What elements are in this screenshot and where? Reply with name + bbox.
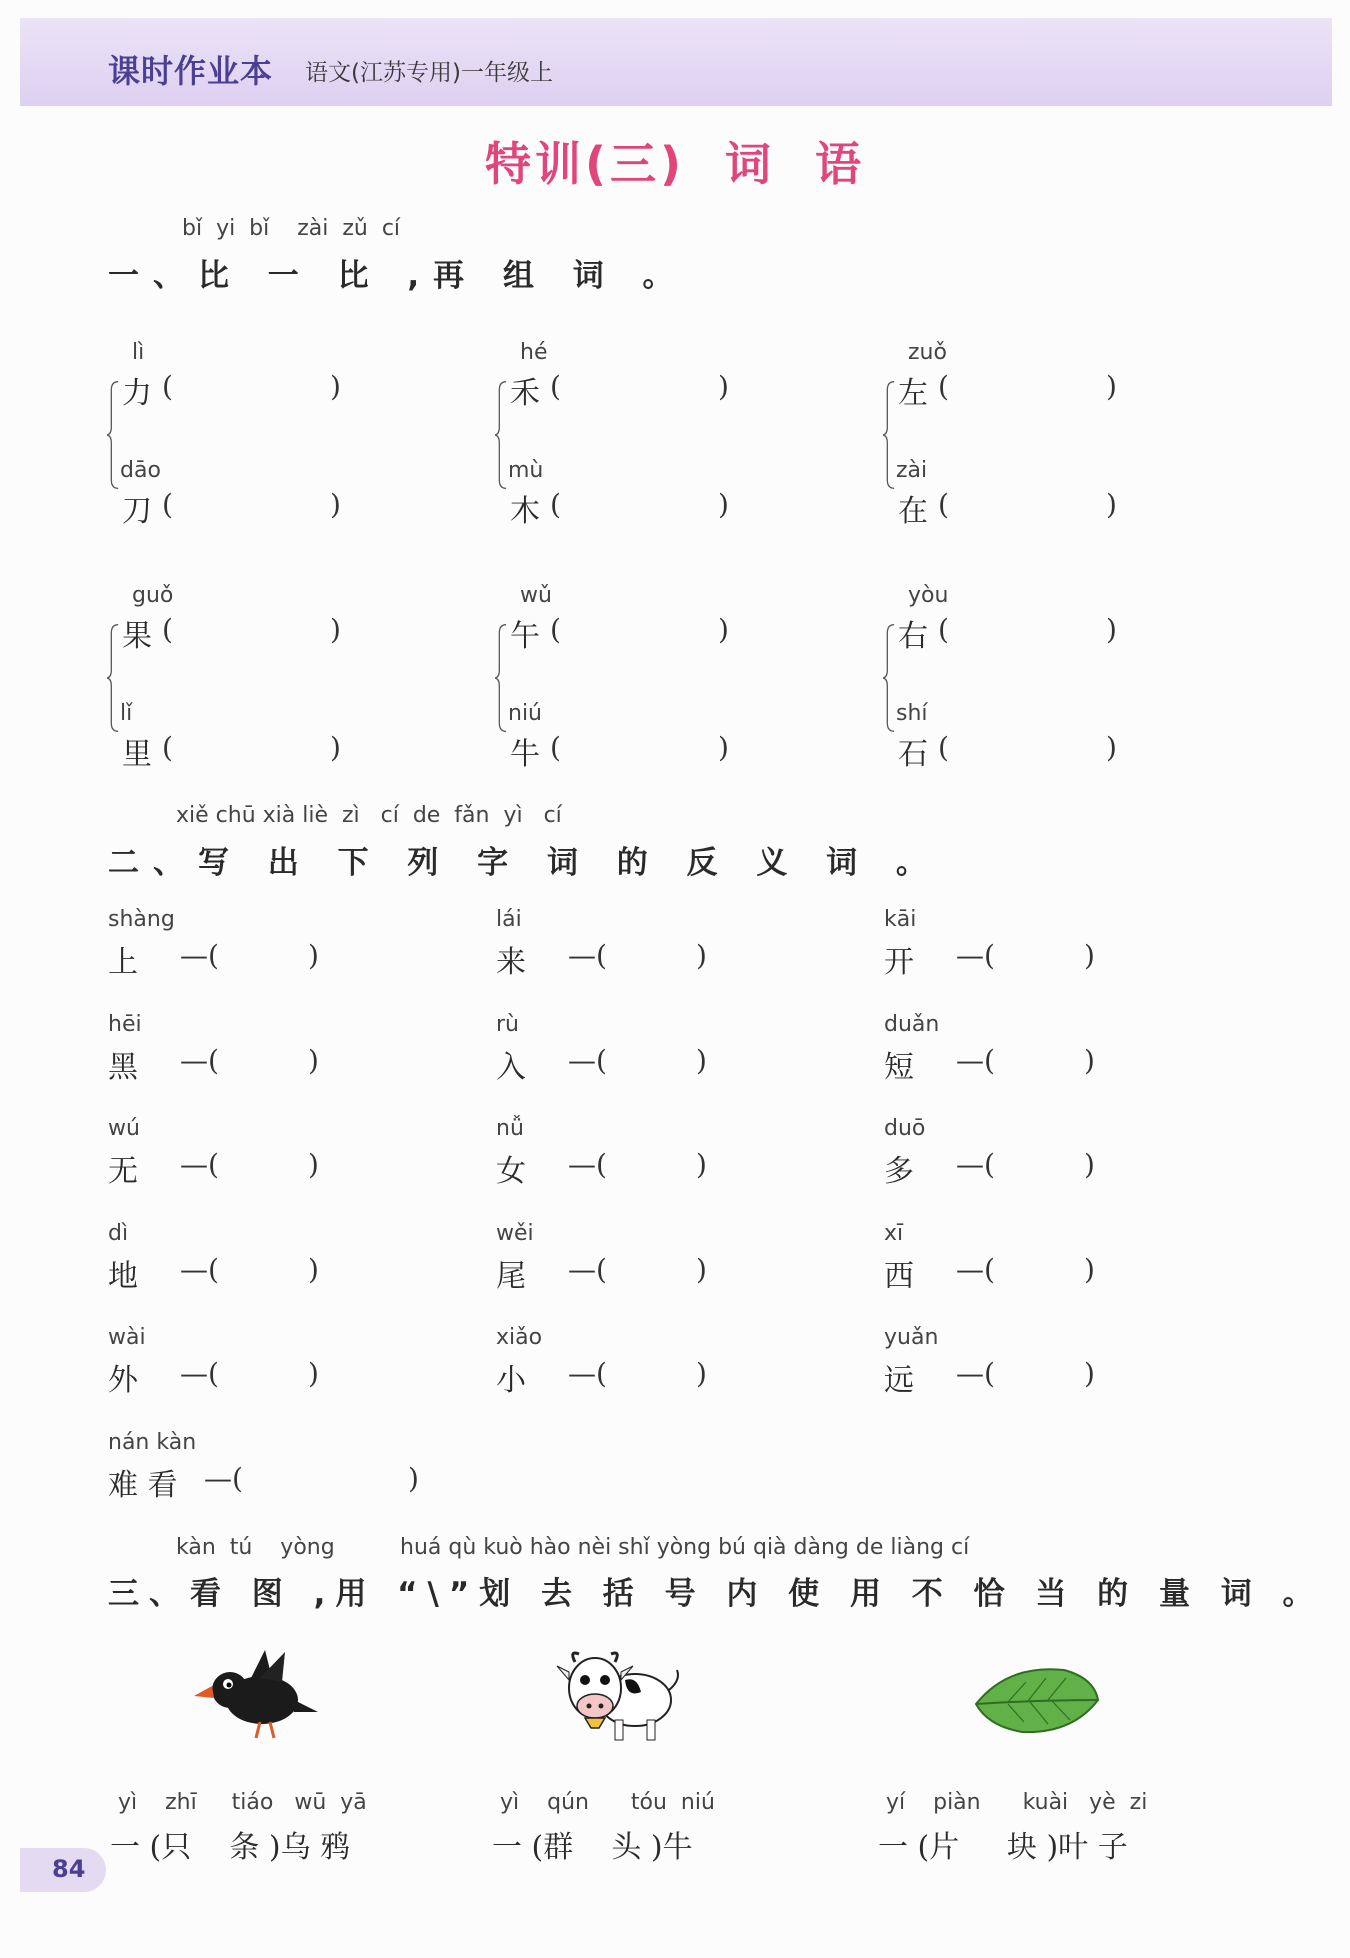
paren-open: (: [550, 370, 561, 403]
pinyin: duǎn: [884, 1011, 940, 1037]
pinyin: guǒ: [132, 583, 174, 608]
character: 在: [898, 494, 928, 529]
character: 无: [108, 1154, 138, 1189]
answer-open: —(: [956, 939, 995, 972]
pinyin: nǚ: [496, 1116, 524, 1141]
answer-open: —(: [568, 1252, 607, 1286]
answer-close: ): [308, 1357, 319, 1390]
pinyin: lái: [496, 907, 522, 932]
pinyin: mù: [508, 458, 544, 483]
paren-open: (: [938, 731, 949, 764]
paren-open: (: [162, 731, 173, 764]
answer-open: —(: [568, 1043, 607, 1077]
brace: [882, 623, 896, 733]
answer-close: ): [308, 1252, 319, 1286]
character: 西: [884, 1258, 914, 1294]
paren-close: ): [718, 370, 729, 403]
pinyin: wú: [108, 1116, 140, 1141]
character: 女: [496, 1154, 526, 1189]
answer-open: —(: [956, 1357, 995, 1390]
answer-close: ): [1084, 1357, 1095, 1390]
character: 尾: [496, 1258, 526, 1294]
pinyin: wài: [108, 1325, 146, 1350]
answer-open: —(: [180, 939, 219, 972]
answer-close: ): [1084, 939, 1095, 972]
paren-open: (: [938, 488, 949, 521]
leaf-image: [968, 1660, 1108, 1740]
character: 刀: [122, 494, 152, 529]
paren-open: (: [938, 613, 949, 646]
answer-open: —(: [180, 1252, 219, 1286]
pinyin: zài: [896, 458, 928, 483]
answer-open: —(: [204, 1461, 243, 1495]
character: 来: [496, 945, 526, 980]
section2-title: 二、写 出 下 列 字 词 的 反 义 词 。: [108, 845, 941, 881]
section3-pinyin-b: huá qù kuò hào nèi shǐ yòng bú qià dàng de liàng cí: [400, 1535, 970, 1560]
pinyin: lǐ: [120, 701, 133, 726]
page-number: 84: [52, 1855, 86, 1883]
character: 小: [496, 1363, 526, 1398]
answer-open: —(: [180, 1357, 219, 1390]
paren-close: ): [330, 488, 341, 521]
paren-close: ): [330, 370, 341, 403]
character: 上: [108, 945, 138, 980]
paren-open: (: [550, 731, 561, 764]
character: 左: [898, 376, 928, 411]
paren-close: ): [718, 613, 729, 646]
answer-open: —(: [568, 1357, 607, 1390]
character: 力: [122, 376, 152, 411]
pinyin: yòu: [908, 583, 949, 608]
character: 短: [884, 1049, 914, 1085]
answer-close: ): [1084, 1148, 1095, 1181]
paren-open: (: [938, 370, 949, 403]
pinyin: xiǎo: [496, 1325, 543, 1350]
character: 地: [108, 1258, 138, 1294]
answer-close: ): [696, 1148, 707, 1181]
cow-image: [555, 1640, 685, 1750]
pinyin: nán kàn: [108, 1429, 197, 1455]
measure-word-choice: 一 (群 头 )牛: [492, 1830, 693, 1865]
character: 外: [108, 1363, 138, 1398]
answer-open: —(: [180, 1043, 219, 1077]
paren-close: ): [1106, 488, 1117, 521]
pinyin: xī: [884, 1220, 904, 1246]
paren-close: ): [1106, 731, 1117, 764]
character: 牛: [510, 737, 540, 772]
answer-close: ): [308, 1043, 319, 1077]
answer-close: ): [408, 1461, 419, 1495]
answer-open: —(: [568, 939, 607, 972]
pinyin: yuǎn: [884, 1325, 939, 1350]
character: 里: [122, 737, 152, 772]
section2-pinyin: xiě chū xià liè zì cí de fǎn yì cí: [176, 803, 562, 828]
section1-pinyin: bǐ yi bǐ zài zǔ cí: [182, 216, 401, 241]
brace: [882, 380, 896, 490]
paren-open: (: [550, 613, 561, 646]
answer-open: —(: [956, 1252, 995, 1286]
answer-close: ): [696, 939, 707, 972]
character: 多: [884, 1154, 914, 1189]
paren-open: (: [162, 613, 173, 646]
pinyin: dì: [108, 1220, 129, 1246]
brace: [106, 380, 120, 490]
answer-close: ): [696, 1252, 707, 1286]
character: 黑: [108, 1049, 138, 1085]
pinyin: wǔ: [520, 583, 552, 608]
brace: [106, 623, 120, 733]
paren-close: ): [1106, 370, 1117, 403]
pinyin: wěi: [496, 1220, 534, 1246]
measure-word-choice: 一 (只 条 )乌 鸦: [110, 1830, 351, 1865]
character: 远: [884, 1363, 914, 1398]
pinyin: zuǒ: [908, 340, 947, 365]
character: 右: [898, 619, 928, 654]
answer-close: ): [696, 1357, 707, 1390]
character: 入: [496, 1049, 526, 1085]
answer-open: —(: [956, 1148, 995, 1181]
paren-close: ): [718, 731, 729, 764]
series-title: 课时作业本: [108, 52, 274, 90]
answer-close: ): [308, 1148, 319, 1181]
measure-word-choice: 一 (片 块 )叶 子: [878, 1830, 1128, 1865]
character: 木: [510, 494, 540, 529]
answer-open: —(: [568, 1148, 607, 1181]
section3-pinyin-a: kàn tú yòng: [176, 1535, 335, 1560]
answer-open: —(: [956, 1043, 995, 1077]
answer-close: ): [1084, 1252, 1095, 1286]
pinyin: rù: [496, 1011, 519, 1037]
answer-open: —(: [180, 1148, 219, 1181]
page-title: 特训(三) 词 语: [484, 137, 866, 191]
paren-close: ): [330, 613, 341, 646]
paren-close: ): [718, 488, 729, 521]
pinyin: hé: [520, 340, 548, 365]
character: 难 看: [108, 1467, 178, 1503]
pinyin: hēi: [108, 1011, 142, 1037]
pinyin: dāo: [120, 458, 161, 483]
book-title: 语文(江苏专用)一年级上: [305, 60, 553, 86]
character: 开: [884, 945, 914, 980]
paren-open: (: [550, 488, 561, 521]
paren-open: (: [162, 370, 173, 403]
character: 石: [898, 737, 928, 772]
section1-title: 一、比 一 比 ,再 组 词 。: [108, 258, 688, 294]
paren-open: (: [162, 488, 173, 521]
pinyin: yì qún tóu niú: [500, 1790, 715, 1815]
pinyin: shí: [896, 701, 928, 726]
pinyin: niú: [508, 701, 542, 726]
answer-close: ): [696, 1043, 707, 1077]
pinyin: duō: [884, 1116, 926, 1141]
pinyin: yì zhī tiáo wū yā: [118, 1790, 367, 1815]
crow-image: [190, 1650, 320, 1740]
answer-close: ): [308, 939, 319, 972]
character: 禾: [510, 376, 540, 411]
brace: [494, 623, 508, 733]
brace: [494, 380, 508, 490]
pinyin: lì: [132, 340, 145, 365]
pinyin: shàng: [108, 907, 175, 932]
paren-close: ): [1106, 613, 1117, 646]
pinyin: yí piàn kuài yè zi: [886, 1790, 1148, 1815]
answer-close: ): [1084, 1043, 1095, 1077]
pinyin: kāi: [884, 907, 917, 932]
character: 果: [122, 619, 152, 654]
section3-title: 三、看 图 ,用 “\”划 去 括 号 内 使 用 不 恰 当 的 量 词 。: [108, 1576, 1324, 1612]
character: 午: [510, 619, 540, 654]
paren-close: ): [330, 731, 341, 764]
